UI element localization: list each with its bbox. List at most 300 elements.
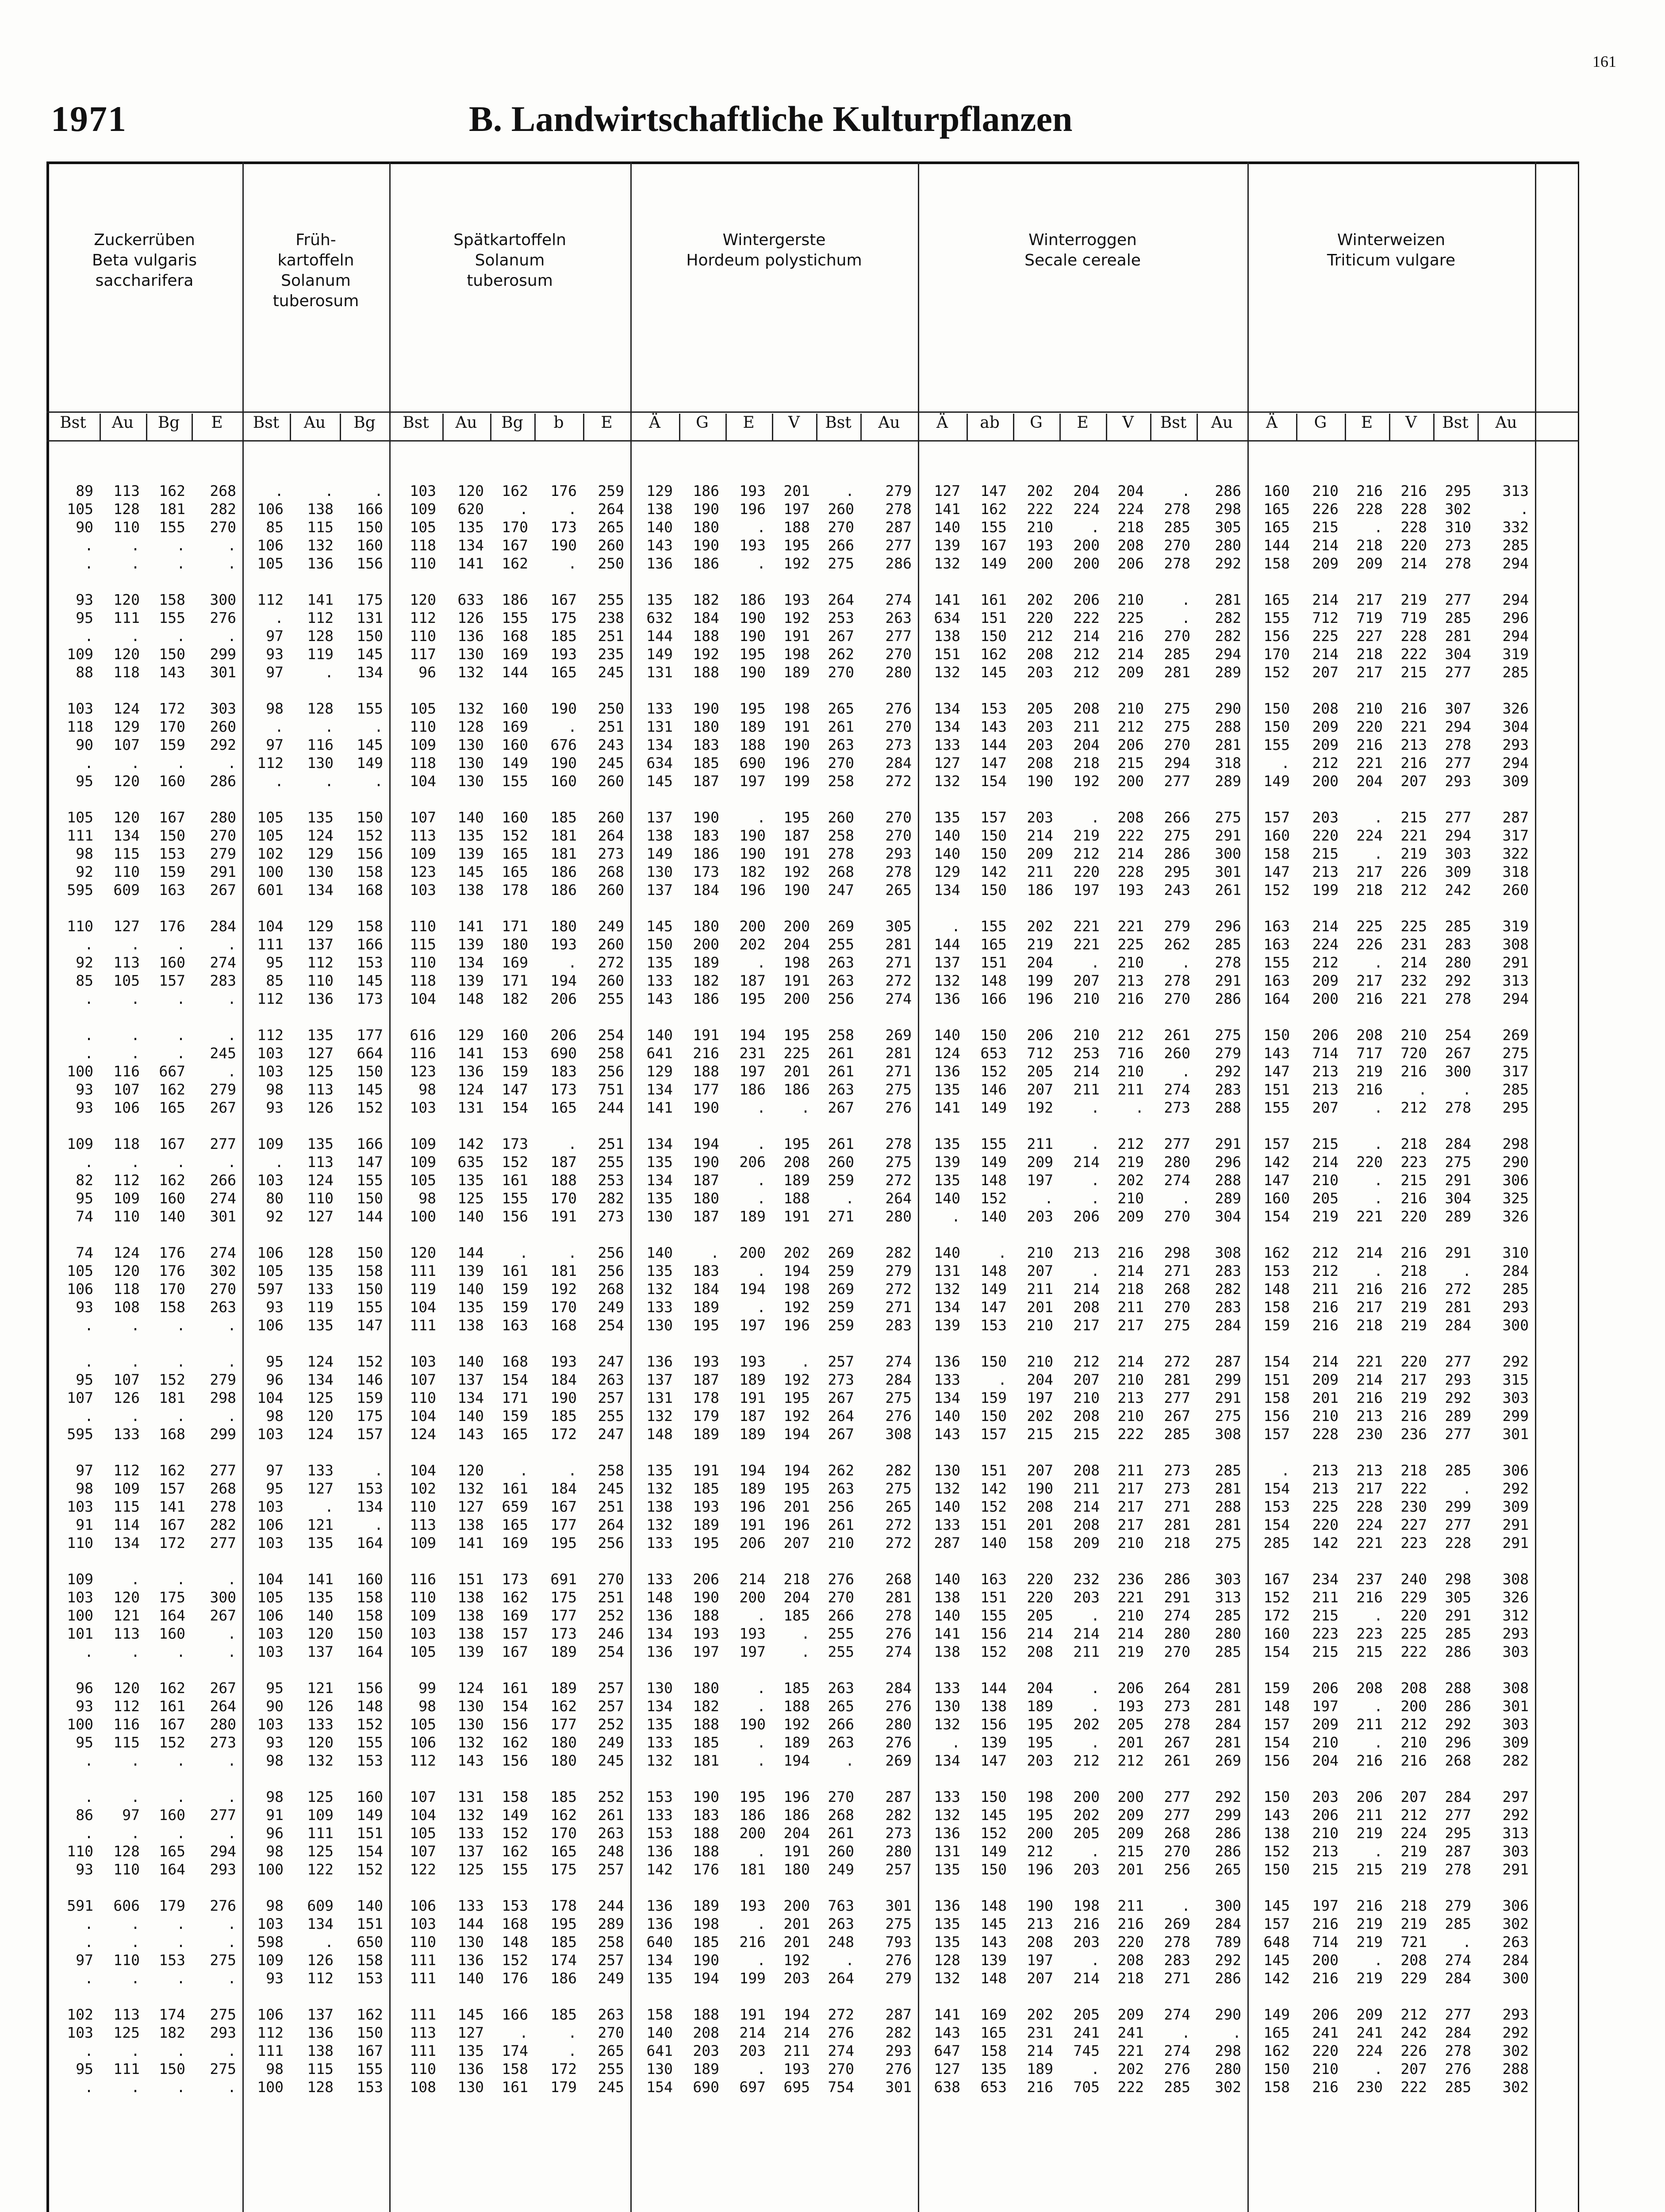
table-cell: 150 (1263, 1026, 1290, 1044)
table-cell: 308 (1215, 1244, 1241, 1261)
table-cell: 127 (934, 2060, 960, 2078)
table-cell: 193 (693, 1353, 719, 1370)
table-cell: 208 (1027, 645, 1053, 663)
table-cell: 266 (1164, 809, 1190, 826)
table-cell: 158 (502, 1788, 528, 1805)
table-cell: 191 (783, 1843, 810, 1860)
table-cell: 140 (934, 1026, 960, 1044)
table-cell: 290 (1502, 1153, 1529, 1171)
table-cell: 112 (257, 754, 284, 772)
table-cell: 284 (210, 918, 236, 935)
table-cell: . (131, 1970, 140, 1987)
table-cell: 150 (159, 2060, 185, 2078)
table-cell: 243 (1164, 881, 1190, 899)
table-cell: 217 (1356, 863, 1383, 880)
table-cell: . (1182, 609, 1190, 626)
table-cell: 159 (1263, 1679, 1290, 1697)
table-cell: 215 (1117, 1843, 1144, 1860)
table-cell: 194 (783, 2006, 810, 2023)
table-cell: 300 (210, 591, 236, 608)
table-cell: 224 (1073, 500, 1100, 518)
table-cell: 208 (1073, 700, 1100, 717)
table-cell: 103 (67, 2024, 93, 2041)
table-cell: 124 (934, 1045, 960, 1062)
table-cell: 212 (1400, 1806, 1427, 1824)
table-cell: 116 (307, 736, 334, 753)
table-cell: 177 (550, 1516, 577, 1533)
table-cell: 188 (693, 664, 719, 681)
table-cell: 279 (1164, 918, 1190, 935)
table-cell: 306 (1502, 1171, 1529, 1189)
table-cell: 228 (1117, 863, 1144, 880)
table-cell: 284 (1215, 1716, 1241, 1733)
table-cell: 270 (1164, 990, 1190, 1007)
table-cell: 133 (113, 1425, 140, 1443)
table-cell: 182 (502, 990, 528, 1007)
table-cell: 228 (1312, 1425, 1339, 1443)
table-cell: . (1091, 809, 1100, 826)
table-cell: 159 (980, 1389, 1007, 1406)
table-cell: . (84, 555, 93, 572)
table-cell: 150 (980, 1407, 1007, 1425)
table-cell: 180 (783, 1861, 810, 1878)
table-cell: 616 (410, 1026, 436, 1044)
table-cell: 139 (934, 537, 960, 554)
table-cell: 284 (1502, 1951, 1529, 1969)
table-cell: 292 (1502, 1806, 1529, 1824)
table-cell: 224 (1117, 500, 1144, 518)
table-cell: 206 (1312, 2006, 1339, 2023)
table-cell: 220 (1312, 1516, 1339, 1533)
table-cell: 278 (885, 863, 912, 880)
table-cell: 214 (1356, 1244, 1383, 1261)
table-cell: 261 (1164, 1752, 1190, 1769)
table-cell: . (568, 500, 577, 518)
table-cell: 140 (934, 1498, 960, 1515)
table-cell: . (1091, 1607, 1100, 1624)
table-cell: 285 (1445, 918, 1471, 935)
table-cell: 96 (266, 1371, 284, 1388)
table-cell: 216 (1356, 990, 1383, 1007)
table-cell: 93 (76, 1861, 93, 1878)
table-cell: 290 (1215, 700, 1241, 717)
table-cell: 104 (410, 772, 436, 790)
table-cell: 143 (980, 1933, 1007, 1951)
table-cell: 211 (1027, 1135, 1053, 1152)
table-cell: 166 (357, 936, 383, 953)
table-cell: 141 (934, 1099, 960, 1116)
table-cell: . (1374, 1135, 1383, 1152)
table-cell: 95 (76, 1371, 93, 1388)
table-cell: 127 (457, 2024, 484, 2041)
table-cell: 270 (1164, 1843, 1190, 1860)
table-cell: 104 (410, 1407, 436, 1425)
table-cell: 278 (1215, 954, 1241, 971)
table-cell: 275 (1215, 1534, 1241, 1551)
table-cell: 303 (1215, 1571, 1241, 1588)
table-cell: 277 (1164, 1135, 1190, 1152)
table-cell: 299 (1215, 1371, 1241, 1388)
table-cell: 145 (357, 972, 383, 989)
table-cell: 275 (1215, 1026, 1241, 1044)
table-cell: 225 (1400, 1625, 1427, 1642)
table-cell: 98 (266, 1843, 284, 1860)
table-cell: . (801, 1353, 810, 1370)
table-cell: . (1374, 2060, 1383, 2078)
table-cell: 244 (598, 1099, 624, 1116)
table-cell: 201 (783, 1915, 810, 1932)
table-cell: . (176, 1643, 185, 1660)
table-cell: 110 (410, 2060, 436, 2078)
table-cell: 196 (783, 1788, 810, 1805)
table-cell: 271 (1164, 1262, 1190, 1279)
table-cell: 195 (693, 1534, 719, 1551)
table-cell: 284 (885, 1679, 912, 1697)
table-cell: 213 (1027, 1915, 1053, 1932)
table-cell: 192 (783, 1371, 810, 1388)
table-cell: 705 (1073, 2078, 1100, 2096)
table-cell: 154 (1263, 1208, 1290, 1225)
table-cell: 270 (598, 2024, 624, 2041)
table-cell: 141 (307, 1571, 334, 1588)
table-cell: 275 (885, 1480, 912, 1497)
table-cell: 294 (1164, 754, 1190, 772)
table-cell: 214 (1073, 627, 1100, 645)
table-cell: 278 (1445, 2042, 1471, 2059)
table-cell: 260 (598, 881, 624, 899)
table-cell: 204 (1027, 1679, 1053, 1697)
table-cell: 213 (1312, 1462, 1339, 1479)
table-cell: 159 (1263, 1317, 1290, 1334)
table-cell: 145 (457, 863, 484, 880)
table-cell: 286 (1215, 1970, 1241, 1987)
table-cell: 248 (828, 1933, 854, 1951)
table-cell: . (176, 1752, 185, 1769)
table-cell: 218 (1117, 518, 1144, 536)
table-cell: 156 (357, 845, 383, 862)
table-cell: 150 (1263, 718, 1290, 735)
table-cell: 653 (980, 1045, 1007, 1062)
table-cell: 133 (646, 1534, 673, 1551)
table-cell: 211 (1117, 1897, 1144, 1914)
table-cell: 135 (934, 1915, 960, 1932)
table-cell: . (176, 2078, 185, 2096)
table-cell: 97 (122, 1806, 140, 1824)
table-cell: 153 (1263, 1262, 1290, 1279)
table-cell: . (227, 2042, 236, 2059)
table-cell: 93 (266, 1298, 284, 1316)
table-cell: 269 (828, 1280, 854, 1298)
table-cell: 107 (113, 1081, 140, 1098)
table-cell: 274 (210, 954, 236, 971)
table-cell: 137 (457, 1843, 484, 1860)
table-cell: 250 (598, 555, 624, 572)
table-cell: 263 (828, 954, 854, 971)
table-cell: 207 (1312, 1099, 1339, 1116)
table-cell: 105 (67, 500, 93, 518)
table-cell: 155 (1263, 736, 1290, 753)
table-cell: 191 (783, 627, 810, 645)
table-cell: 147 (502, 1081, 528, 1098)
table-cell: 103 (257, 1498, 284, 1515)
table-cell: 150 (357, 2024, 383, 2041)
table-cell: 118 (410, 537, 436, 554)
table-cell: 270 (828, 1788, 854, 1805)
table-cell: 268 (828, 1806, 854, 1824)
table-cell: 190 (739, 664, 766, 681)
table-cell: . (131, 1407, 140, 1425)
page-title: B. Landwirtschaftliche Kulturpflanzen (469, 99, 1073, 139)
table-cell: 216 (1027, 2078, 1053, 2096)
table-cell: . (176, 936, 185, 953)
table-cell: 252 (598, 1607, 624, 1624)
table-cell: 151 (980, 1589, 1007, 1606)
table-cell: 194 (739, 1462, 766, 1479)
table-cell: 676 (550, 736, 577, 753)
table-cell: 151 (357, 1824, 383, 1842)
table-cell: 165 (502, 845, 528, 862)
table-cell: 104 (257, 918, 284, 935)
table-cell: 211 (1073, 1643, 1100, 1660)
table-cell: 208 (1312, 700, 1339, 717)
table-cell: 291 (1445, 1244, 1471, 1261)
table-cell: 110 (307, 1190, 334, 1207)
table-cell: 149 (980, 1099, 1007, 1116)
table-cell: 98 (266, 2060, 284, 2078)
table-cell: 110 (67, 918, 93, 935)
table-cell: 185 (693, 1480, 719, 1497)
table-cell: 136 (646, 1843, 673, 1860)
table-cell: . (757, 1607, 766, 1624)
table-cell: 265 (828, 1697, 854, 1715)
table-cell: . (568, 2024, 577, 2041)
table-cell: 209 (1117, 1806, 1144, 1824)
table-cell: 234 (1312, 1571, 1339, 1588)
table-cell: 141 (159, 1498, 185, 1515)
table-cell: 248 (598, 1843, 624, 1860)
table-cell: 163 (1263, 936, 1290, 953)
table-cell: 110 (410, 1389, 436, 1406)
table-cell: 190 (693, 537, 719, 554)
table-cell: 221 (1073, 918, 1100, 935)
table-cell: 219 (1027, 936, 1053, 953)
table-cell: 195 (783, 1389, 810, 1406)
table-cell: 154 (646, 2078, 673, 2096)
table-cell: 136 (646, 555, 673, 572)
table-cell: 176 (550, 482, 577, 499)
table-cell: 212 (1073, 645, 1100, 663)
table-cell: 137 (307, 2006, 334, 2023)
table-cell: 111 (113, 609, 140, 626)
table-cell: . (275, 482, 284, 499)
table-cell: 152 (357, 827, 383, 844)
table-cell: 97 (76, 1951, 93, 1969)
column-header: E (743, 414, 755, 432)
table-cell: 150 (357, 1244, 383, 1261)
table-cell: 103 (410, 881, 436, 899)
table-cell: 210 (1400, 1734, 1427, 1751)
table-cell: 202 (1027, 1407, 1053, 1425)
table-cell: 191 (550, 1208, 577, 1225)
table-cell: 137 (307, 1643, 334, 1660)
table-cell: 190 (783, 881, 810, 899)
table-cell: 160 (1263, 1190, 1290, 1207)
table-cell: 296 (1215, 918, 1241, 935)
column-header: Bst (1442, 414, 1469, 432)
table-cell: 215 (1312, 1643, 1339, 1660)
table-cell: 105 (410, 1824, 436, 1842)
table-cell: 260 (1502, 881, 1529, 899)
table-cell: 301 (210, 664, 236, 681)
table-cell: 634 (646, 754, 673, 772)
table-cell: 152 (980, 1643, 1007, 1660)
table-cell: 267 (828, 1425, 854, 1443)
table-cell: 103 (257, 1425, 284, 1443)
table-cell: 132 (934, 1480, 960, 1497)
table-cell: 130 (457, 754, 484, 772)
table-cell: 300 (1445, 1063, 1471, 1080)
table-cell: 286 (210, 772, 236, 790)
table-cell: 131 (457, 1099, 484, 1116)
table-cell: 275 (1164, 827, 1190, 844)
table-cell: 207 (1073, 1371, 1100, 1388)
column-header: E (1361, 414, 1373, 432)
table-cell: 268 (885, 1571, 912, 1588)
table-cell: . (84, 1970, 93, 1987)
table-cell: 139 (980, 1951, 1007, 1969)
table-cell: 167 (1263, 1571, 1290, 1588)
table-cell: 170 (550, 1190, 577, 1207)
table-cell: 214 (1073, 1498, 1100, 1515)
table-cell: 326 (1502, 1208, 1529, 1225)
table-cell: 279 (210, 845, 236, 862)
header-rule-top (46, 411, 1579, 413)
table-cell: 263 (828, 1915, 854, 1932)
table-cell: 287 (934, 1534, 960, 1551)
table-cell: 109 (257, 1951, 284, 1969)
table-cell: 109 (307, 1806, 334, 1824)
table-cell: 294 (1445, 827, 1471, 844)
table-cell: 214 (1312, 537, 1339, 554)
table-cell: 293 (1502, 1298, 1529, 1316)
table-cell: 119 (307, 1298, 334, 1316)
table-cell: 226 (1400, 863, 1427, 880)
table-cell: 112 (257, 591, 284, 608)
table-cell: 105 (257, 1589, 284, 1606)
table-cell: 189 (739, 718, 766, 735)
table-cell: . (1091, 1951, 1100, 1969)
table-cell: . (1374, 1951, 1383, 1969)
table-cell: 264 (828, 591, 854, 608)
table-cell: 135 (457, 1171, 484, 1189)
table-cell: 216 (1312, 1317, 1339, 1334)
table-cell: 145 (980, 664, 1007, 681)
table-cell: 106 (257, 1516, 284, 1533)
table-cell: 206 (739, 1534, 766, 1551)
table-cell: 299 (210, 645, 236, 663)
table-cell: . (84, 2078, 93, 2096)
table-cell: 103 (257, 1716, 284, 1733)
table-cell: 309 (1502, 1498, 1529, 1515)
table-cell: 110 (410, 627, 436, 645)
table-cell: 206 (1356, 1788, 1383, 1805)
table-cell: 317 (1502, 827, 1529, 844)
table-cell: 209 (1117, 664, 1144, 681)
table-cell: 154 (1263, 1643, 1290, 1660)
table-cell: 153 (646, 1824, 673, 1842)
table-cell: 148 (980, 1262, 1007, 1279)
table-cell: 134 (357, 664, 383, 681)
table-cell: . (176, 1788, 185, 1805)
table-cell: 212 (1073, 1353, 1100, 1370)
table-cell: 114 (113, 1516, 140, 1533)
table-cell: 193 (783, 591, 810, 608)
table-cell: 291 (1502, 1534, 1529, 1551)
table-cell: . (131, 1317, 140, 1334)
table-cell: 150 (357, 809, 383, 826)
table-cell: 230 (1356, 1425, 1383, 1443)
table-cell: 263 (210, 1298, 236, 1316)
table-cell: 325 (1502, 1190, 1529, 1207)
table-cell: 211 (1312, 1589, 1339, 1606)
table-cell: 258 (598, 1045, 624, 1062)
table-cell: 253 (598, 1171, 624, 1189)
table-cell: 648 (1263, 1933, 1290, 1951)
table-cell: 95 (76, 1190, 93, 1207)
table-cell: 194 (739, 1280, 766, 1298)
table-cell: 609 (113, 881, 140, 899)
table-cell: 188 (693, 1607, 719, 1624)
table-cell: 211 (1027, 1280, 1053, 1298)
table-cell: 162 (159, 1679, 185, 1697)
table-cell: 150 (980, 1861, 1007, 1878)
table-cell: 163 (1263, 918, 1290, 935)
table-cell: 131 (934, 1843, 960, 1860)
table-cell: 140 (646, 1026, 673, 1044)
table-cell: 158 (646, 2006, 673, 2023)
table-cell: 157 (159, 1480, 185, 1497)
table-cell: 170 (1263, 645, 1290, 663)
table-cell: . (227, 1625, 236, 1642)
table-cell: 115 (113, 1498, 140, 1515)
table-cell: 192 (550, 1280, 577, 1298)
table-cell: . (1374, 518, 1383, 536)
table-cell: 214 (1312, 1153, 1339, 1171)
table-cell: 97 (266, 664, 284, 681)
table-cell: 210 (1073, 1389, 1100, 1406)
table-cell: . (84, 936, 93, 953)
table-cell: . (1462, 1262, 1471, 1279)
table-cell: 313 (1502, 972, 1529, 989)
table-cell: 262 (828, 645, 854, 663)
table-cell: 95 (266, 1679, 284, 1697)
table-cell: 160 (1263, 482, 1290, 499)
table-cell: 147 (1263, 1171, 1290, 1189)
table-cell: 285 (1445, 609, 1471, 626)
table-cell: 271 (1164, 1970, 1190, 1987)
table-cell: 695 (783, 2078, 810, 2096)
table-cell: 277 (1445, 1516, 1471, 1533)
table-cell: 152 (502, 1824, 528, 1842)
table-cell: 129 (457, 1026, 484, 1044)
table-cell: 176 (159, 918, 185, 935)
table-cell: 199 (783, 772, 810, 790)
table-cell: 188 (693, 627, 719, 645)
table-cell: . (176, 537, 185, 554)
table-cell: 294 (1502, 555, 1529, 572)
table-cell: 263 (598, 2006, 624, 2023)
table-cell: . (176, 1824, 185, 1842)
